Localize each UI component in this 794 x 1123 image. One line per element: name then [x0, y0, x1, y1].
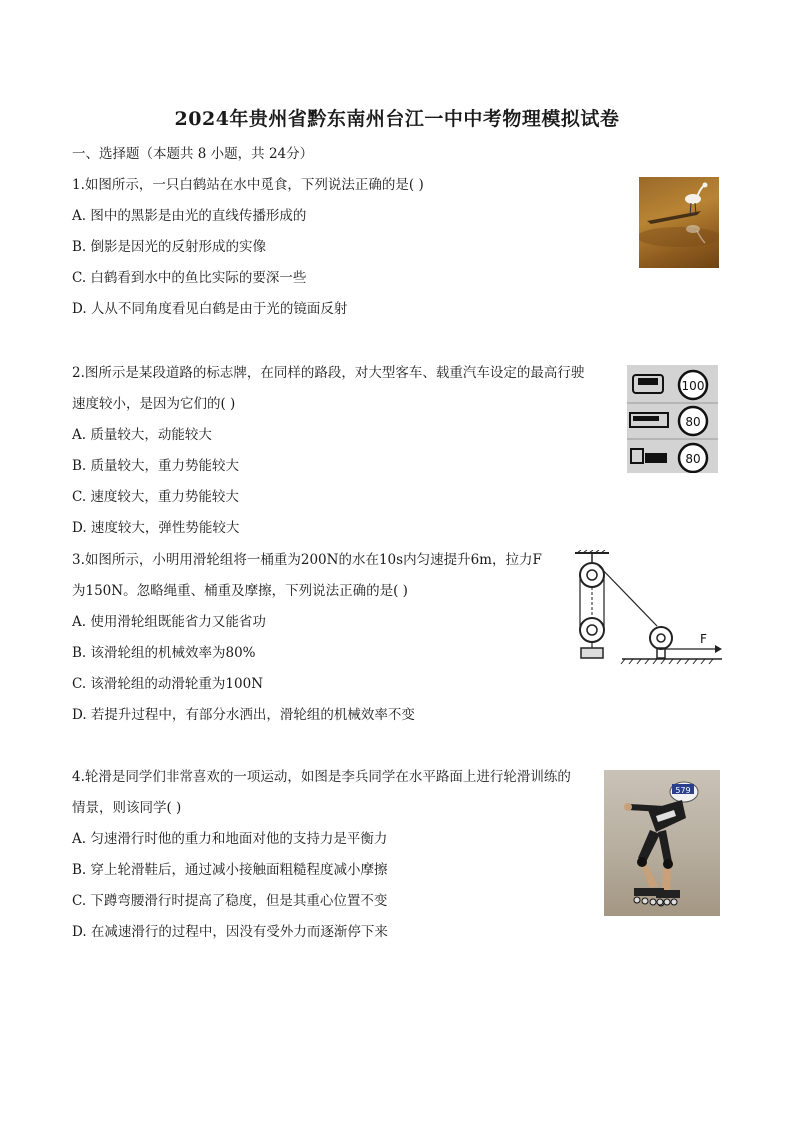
- question-3-option-c: C. 该滑轮组的动滑轮重为100N: [72, 676, 264, 692]
- question-3-stem-line-1: 3.如图所示，小明用滑轮组将一桶重为200N的水在10s内匀速提升6m，拉力F: [72, 552, 542, 568]
- skater-photo: [604, 770, 720, 916]
- question-4-option-c: C. 下蹲弯腰滑行时提高了稳度，但是其重心位置不变: [72, 893, 388, 909]
- question-3-option-b: B. 该滑轮组的机械效率为80%: [72, 645, 256, 661]
- question-2-stem-line-2: 速度较小，是因为它们的( ): [72, 396, 236, 412]
- question-1-option-c: C. 白鹤看到水中的鱼比实际的要深一些: [72, 270, 307, 286]
- question-3-option-d: D. 若提升过程中，有部分水洒出，滑轮组的机械效率不变: [72, 707, 415, 723]
- question-1-option-b: B. 倒影是因光的反射形成的实像: [72, 239, 267, 255]
- question-4-option-b: B. 穿上轮滑鞋后，通过减小接触面粗糙程度减小摩擦: [72, 862, 388, 878]
- question-1-option-a: A. 图中的黑影是由光的直线传播形成的: [72, 208, 307, 224]
- question-4-option-d: D. 在减速滑行的过程中，因没有受外力而逐渐停下来: [72, 924, 388, 940]
- exam-title: 2024年贵州省黔东南州台江一中中考物理模拟试卷: [174, 108, 620, 130]
- question-4-stem-line-1: 4.轮滑是同学们非常喜欢的一项运动，如图是李兵同学在水平路面上进行轮滑训练的: [72, 769, 571, 785]
- question-1-option-d: D. 人从不同角度看见白鹤是由于光的镜面反射: [72, 301, 348, 317]
- speed-limit-3: 80: [685, 452, 701, 466]
- question-4-option-a: A. 匀速滑行时他的重力和地面对他的支持力是平衡力: [72, 831, 388, 847]
- bib-number: 579: [675, 786, 691, 795]
- question-2-option-c: C. 速度较大，重力势能较大: [72, 489, 239, 505]
- question-1-stem: 1.如图所示，一只白鹤站在水中觅食，下列说法正确的是( ): [72, 177, 424, 193]
- question-3-option-a: A. 使用滑轮组既能省力又能省功: [72, 614, 266, 630]
- question-2-option-a: A. 质量较大，动能较大: [72, 427, 212, 443]
- pulley-diagram: [567, 550, 722, 670]
- speed-limit-1: 100: [681, 379, 705, 393]
- question-4-stem-line-2: 情景，则该同学( ): [72, 800, 182, 816]
- section-heading: 一、选择题（本题共 8 小题，共 24分）: [72, 146, 314, 162]
- speed-limit-2: 80: [685, 415, 701, 429]
- question-2-option-d: D. 速度较大，弹性势能较大: [72, 520, 240, 536]
- question-2-stem-line-1: 2.图所示是某段道路的标志牌，在同样的路段，对大型客车、载重汽车设定的最高行驶: [72, 365, 585, 381]
- question-2-option-b: B. 质量较大，重力势能较大: [72, 458, 240, 474]
- question-3-stem-line-2: 为150N。忽略绳重、桶重及摩擦，下列说法正确的是( ): [72, 583, 408, 599]
- speed-limit-sign: [627, 365, 718, 473]
- force-label: F: [700, 632, 707, 646]
- egret-photo: [639, 177, 719, 268]
